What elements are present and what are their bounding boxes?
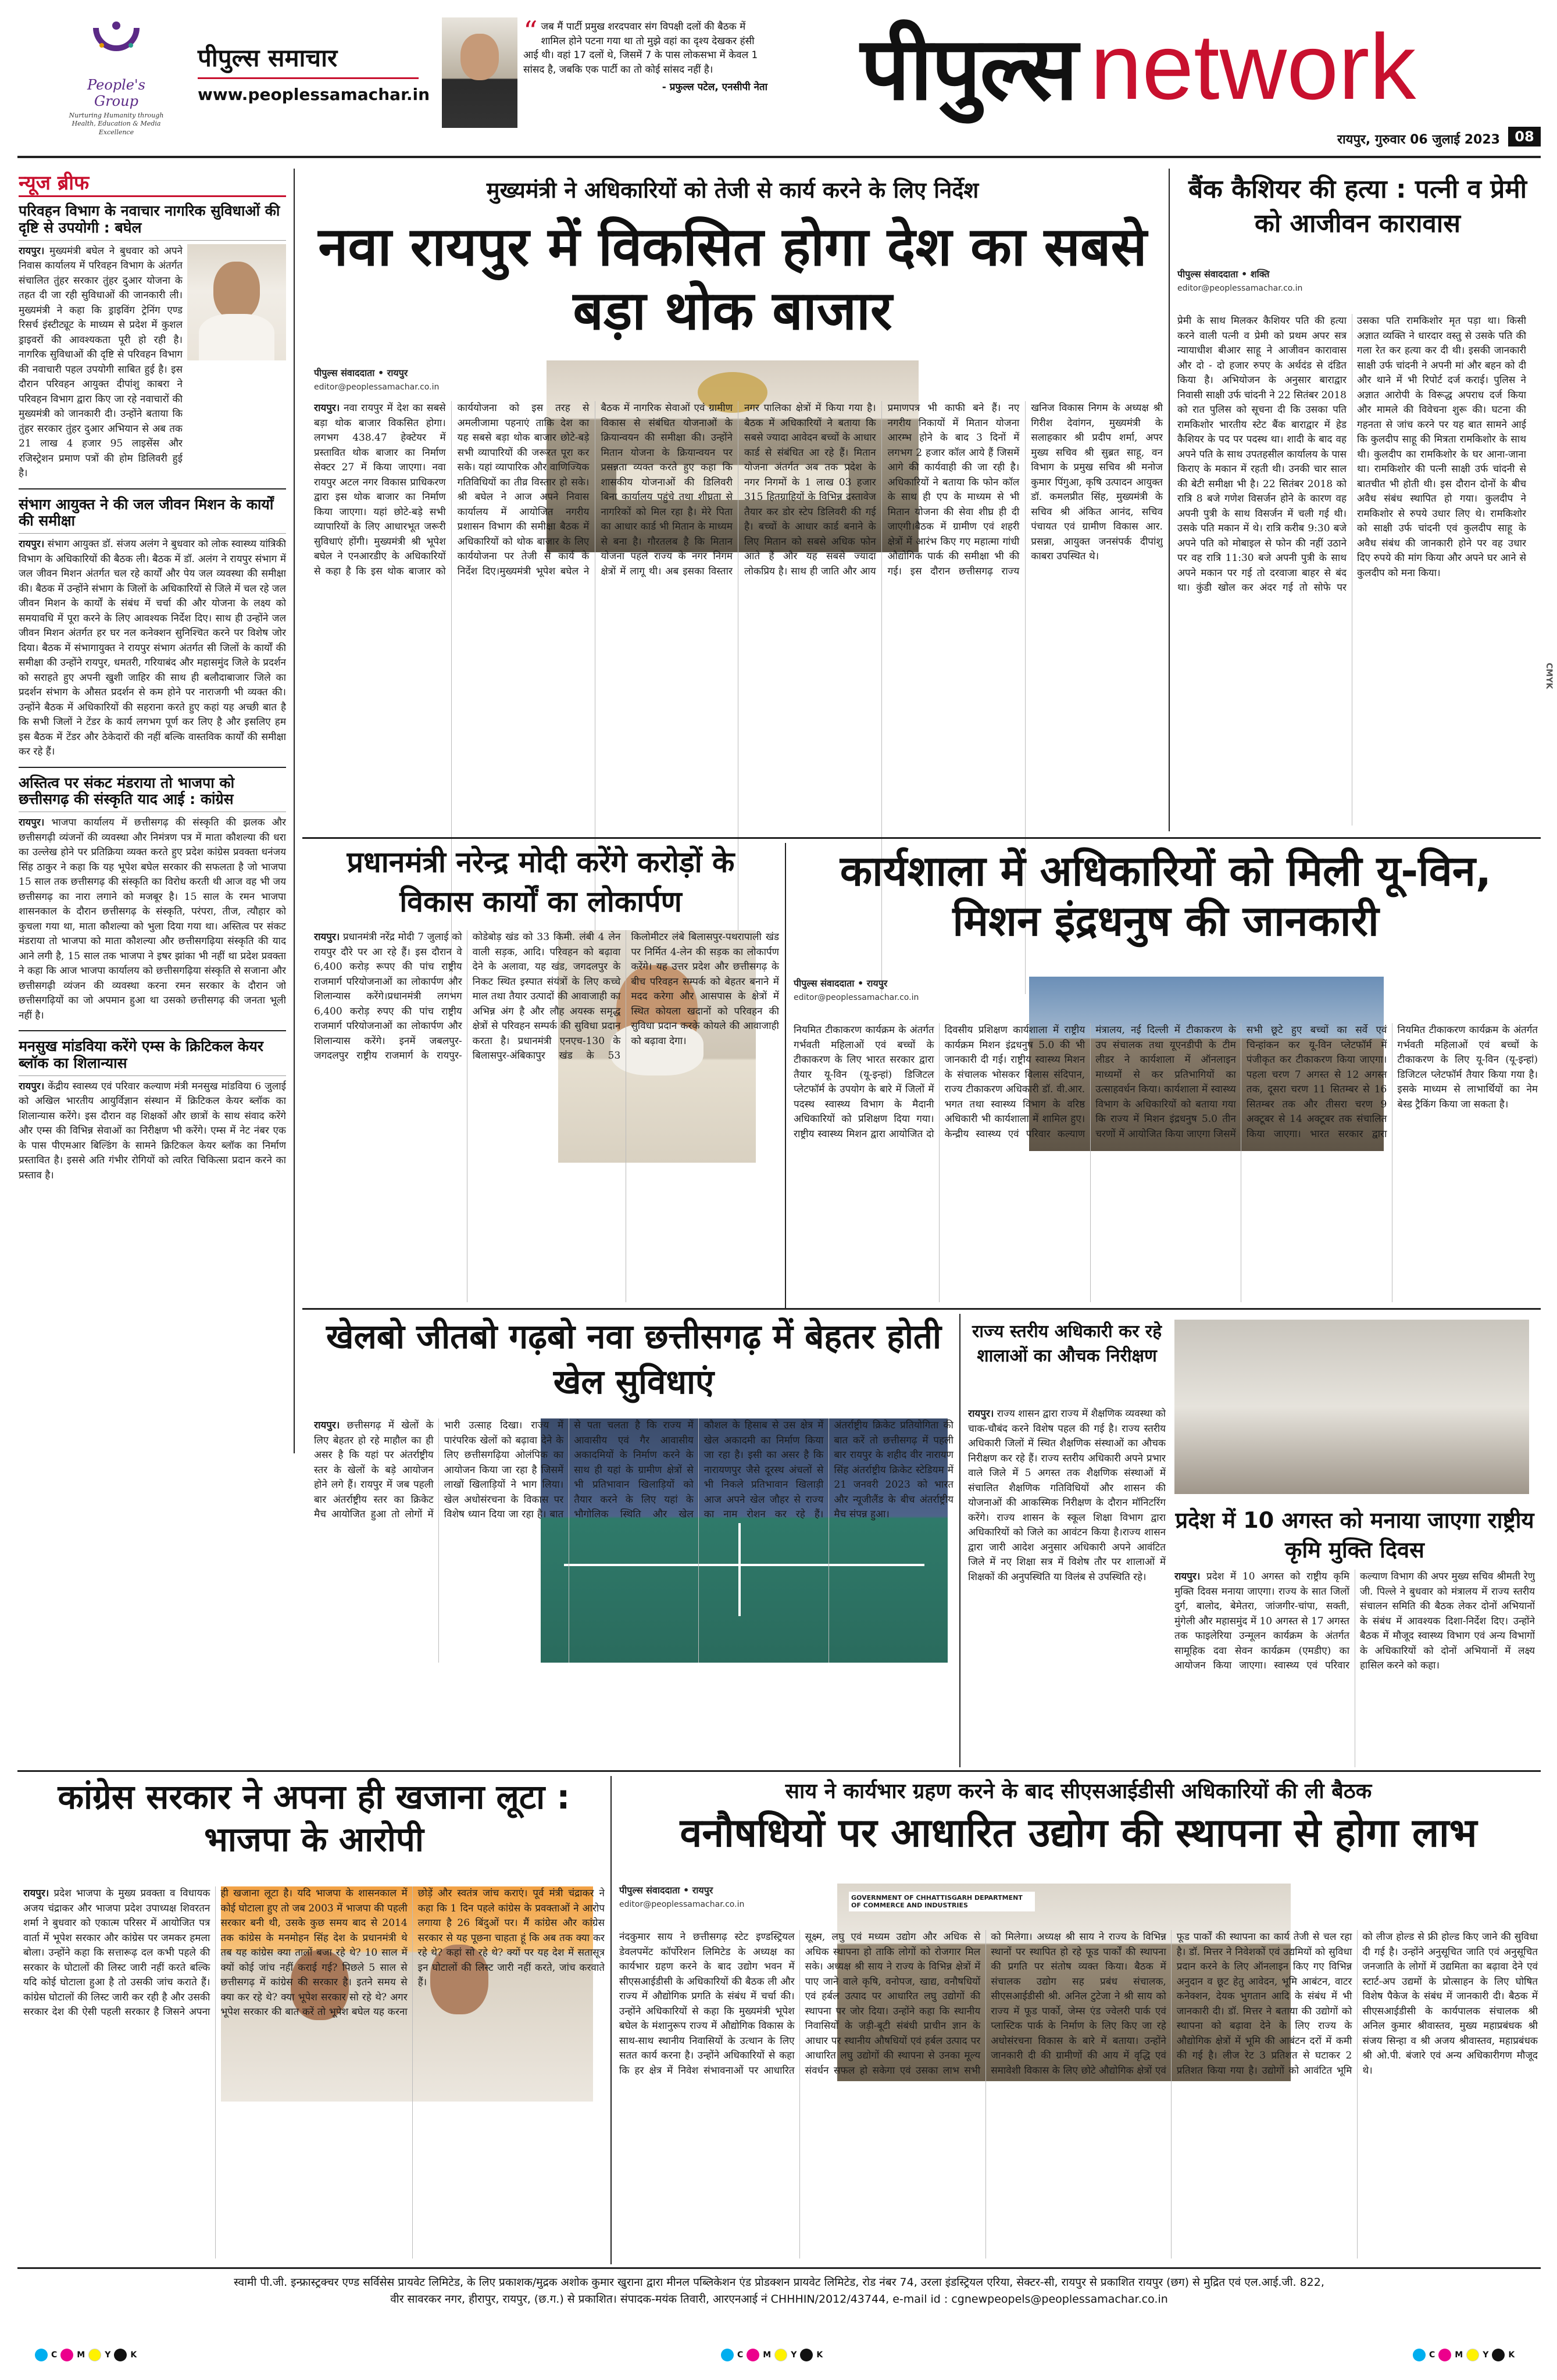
krishi-city: रायपुर। (1174, 1571, 1201, 1582)
lead-city: रायपुर। (314, 402, 340, 414)
karyashala-byline-box (794, 977, 1015, 1002)
peoples-group-logo (64, 16, 169, 144)
brief-body: भाजपा कार्यालय में छत्तीसगढ़ की संस्कृति की झलक और छत्तीसगढ़ी व्यंजनों की व्यवस्था और निमंत्रण पत्र में माता कौशल्या की धरा का उल्लेख होने पर प्रतिक्रिया व्यक्त करते हुए प्रदेश कांग्रेस प्रवक्ता धनंजय सिंह ठाकुर ने कहा कि यह भूपेश बघेल सरकार की सफलता है जो भाजपा 15 साल तक छत्तीसगढ़ की संस्कृति का विरोध करती थी आज वह भी जय छत्तीसगढ़ का नारा लगाने को मजबूर है। 15 साल के रमन भाजपा शासनकाल के दौरान छत्तीसगढ़ के संस्कृति, परंपरा, तीज, त्यौहार को कुचला गया था, माता कौशल्या को भुला दिया गया था। अस्तित्व पर संकट मंडराया तो भाजपा को माता कौशल्या और छत्तीसगढ़िया संस्कृति की याद आने लगी है, 15 साल तक भाजपा ने इषर झांका भी नहीं था प्रदेश प्रवक्ता ने कहा कि आज भाजपा कार्यालय को छत्तीसगढ़िया संस्कृति से सजाना और छत्तीसगढ़ी व्यंजन की व्यवस्था करना रमन सरकार के दौरान जो छत्तीसगढ़ियों का जो अपमान हुआ था उसको छत्तीसगढ़ की जनता भूली नहीं है। (19, 817, 286, 1021)
quote-author: - प्रफुल्ल पटेल, एनसीपी नेता (662, 81, 767, 93)
bank-headline: बैंक कैशियर की हत्या : पत्नी व प्रेमी को आजीवन कारावास (1188, 174, 1527, 239)
lead-email: editor@peoplessamachar.co.in (314, 383, 440, 392)
brief-body: संभाग आयुक्त डॉ. संजय अलंग ने बुधवार को लोक स्वास्थ्य यांत्रिकी विभाग के अधिकारियों की बैठक ली। बैठक में डॉ. अलंग ने रायपुर संभाग में जल जीवन मिशन अंतर्गत चल रहे कार्यों और पेय जल व्यवस्था की समीक्षा की। बैठक में उन्होंने संभाग के जिलों के अधिकारियों से जिले में चल रहे जल जीवन मिशन के कार्यों के संबंध में चर्चा की और योजना के लक्ष्य को समयावधि में पूरा करने के लिए आवश्यक निर्देश दिए। साथ ही उन्होंने जल जीवन मिशन अंतर्गत हर घर नल कनेक्शन सुनिश्चित करने पर विशेष जोर दिया। बैठक में संभागायुक्त ने रायपुर संभाग अंतर्गत सी जिलों के कार्यों की समीक्षा की उन्होंने रायपुर, धमतरी, गरियाबंद और महासमुंद जिले के प्रदर्शन को सराहते हुए अपनी खुशी जाहिर की साथ ही बलौदाबाजार जिले का प्रदर्शन संभाग के औसत प्रदर्शन से कम होने पर नाराजगी भी व्यक्त की। उन्होंने बैठक में अधिकारियों की सहराना करते हुए कहां यह अच्छी बात है कि सभी जिलों ने टेंडर के कार्य लगभग पूर्ण कर लिए है और इसलिए हम इस बैठक में टेंडर और ठेकेदारों की नहीं बल्कि वास्तविक कार्यों की समीक्षा कर रहे हैं। (19, 538, 286, 757)
reg-dot-y (1466, 2349, 1479, 2361)
footer-imprint (35, 2274, 1523, 2308)
krishi-body (1174, 1570, 1535, 1767)
bank-byline: पीपुल्स संवाददाता • शक्ति (1177, 269, 1270, 280)
lead-kicker: मुख्यमंत्री ने अधिकारियों को तेजी से कार्य करने के लिए निर्देश (486, 177, 979, 203)
congress-headline: कांग्रेस सरकार ने अपना ही खजाना लूटा : भाजपा के आरोपी (58, 1777, 570, 1859)
footer-imprint-line1: स्वामी पी.जी. इन्फ्रास्ट्रक्चर एण्ड सर्विसेस प्रायवेट लिमिटेड, के लिए प्रकाशक/मुद्रक अशोक कुमार खुराना द्वारा मीनल पब्लिकेशन एंड प्रोडक्शन प्रायवेट लिमिटेड, रोड नंबर 74, उरला इंडस्ट्रियल एरिया, सेक्टर-सी, रायपुर से प्रकाशित रायपुर (छग) से मुद्रित एवं एल.आई.जी. 822, (234, 2276, 1324, 2289)
column-rule (785, 843, 786, 1308)
modi-body-text: प्रधानमंत्री नरेंद्र मोदी 7 जुलाई को रायपुर दौरे पर आ रहे हैं। इस दौरान वे 6,400 करोड़ रूपए की पांच राष्ट्रीय राजमार्ग परियोजनाओं का लोकार्पण और शिलान्यास करेंगे।प्रधानमंत्री लगभग 6,400 करोड़ रुपए की पांच राष्ट्रीय राजमार्ग परियोजनाओं का लोकार्पण और शिलान्यास करेंगे। इनमें जबलपुर-जगदलपुर राष्ट्रीय राजमार्ग के रायपुर-कोडेबोड़ खंड को 33 किमी. लंबी 4 लेन वाली सड़क, आदि। परिवहन को बढ़ावा देने के अलावा, यह खंड, जगदलपुर के निकट स्थित इस्पात संयंत्रों के लिए कच्चे माल तथा तैयार उत्पादों की आवाजाही का अभिन्न अंग है और लौह अयस्क समृद्ध क्षेत्रों से परिवहन सम्पर्क की सुविधा प्रदान करता है। प्रधानमंत्री एनएच-130 के बिलासपुर-अंबिकापुर खंड के 53 किलोमीटर लंबे बिलासपुर-पथरापाली खंड पर निर्मित 4-लेन की सड़क का लोकार्पण करेंगे। यह उत्तर प्रदेश और छत्तीसगढ़ के बीच परिवहन सम्पर्क को बेहतर बनाने में मदद करेगा और आसपास के क्षेत्रों में स्थित कोयला खदानों को परिवहन की सुविधा प्रदान करके कोयले की आवाजाही को बढ़ावा देगा। (314, 931, 779, 1062)
reg-dot-c (1413, 2349, 1426, 2361)
brief-item (19, 496, 286, 760)
news-brief-column (19, 169, 286, 1924)
paper-url[interactable]: www.peoplessamachar.in (198, 85, 430, 104)
registration-marks-left: C M Y K (35, 2349, 137, 2361)
dateline: रायपुर, गुरुवार 06 जुलाई 2023 (1337, 133, 1500, 147)
congress-body (23, 1886, 605, 2259)
karyashala-headline: कार्यशाला में अधिकारियों को मिली यू-विन, मिशन इंद्रधनुष की जानकारी (840, 846, 1492, 946)
bank-body: प्रेमी के साथ मिलकर कैशियर पति की हत्या करने वाली पत्नी व प्रेमी को प्रथम अपर सत्र न्यायाधीश बीआर साहू ने आजीवन कारावास और दो - दो हजार रुपए के अर्थदंड से दंडित किया है। अभियोजन के अनुसार बाराद्वार निवासी साक्षी उर्फ चांदनी ने 22 सितंबर 2018 को रात पुलिस को सूचना दी कि उसका पति रामकिशोर भारतीय स्टेट बैंक बाराद्वार में हेड कैशियर के पद पर पदस्थ था। शादी के बाद वह अपने पति के साथ उपतहसील कार्यालय के पास किराए के मकान में रहती थी। उनकी चार साल की बेटी समीक्षा भी है। 22 सितंबर 2018 को रात्रि 8 बजे गणेश विसर्जन होने के कारण वह अपनी पुत्री के साथ विसर्जन में चली गई थी। उसके पति मकान में थे। रात्रि करीब 9:30 बजे अपने पति को मोबाइल से फोन की नहीं उठाने पर वह रात्रि 11:30 बजे अपनी पुत्री के साथ अपने मकान पर गई तो दरवाजा बाहर से बंद था। कुंडी खोल कर अंदर गई तो सोफे पर उसका पति रामकिशोर मृत पड़ा था। किसी अज्ञात व्यक्ति ने धारदार वस्तु से उसके पति की गला रेत कर हत्या कर दी थी। इसकी जानकारी साक्षी उर्फ चांदनी ने अपनी मां और बहन को दी और थाने में भी रिपोर्ट दर्ज कराई। पुलिस ने अज्ञात आरोपी के विरूद्ध अपराध दर्ज किया और मामले की विवेचना शुरू की। घटना की गहनता से जांच करने पर यह बात सामने आई कि कुलदीप साहू की मित्रता रामकिशोर के साथ थी। कुलदीप का रामकिशोर के घर आना-जाना था। रामकिशोर की पत्नी साक्षी उर्फ चांदनी से बातचीत भी होती थी। इस दौरान दोनों के बीच अवैध संबंध स्थापित हो गया। कुलदीप ने रामकिशोर से रुपये उधार लिए थे। रामकिशोर को साक्षी उर्फ चांदनी एवं कुलदीप साहू के अवैध संबंध की जानकारी होने पर वह उधार दिए रुपये की मांग किया और अपने घर आने से कुलदीप को मना किया। (1177, 315, 1526, 594)
brief-item (19, 203, 286, 481)
brand-tagline: Nurturing Humanity through Health, Education & Media Excellence (69, 112, 164, 136)
brief-headline: अस्तित्व पर संकट मंडराया तो भाजपा को छत्तीसगढ़ की संस्कृति याद आई : कांग्रेस (19, 775, 286, 813)
vanoushadhi-headline: वनौषधियों पर आधारित उद्योग की स्थापना से होगा लाभ (680, 1810, 1477, 1856)
brief-headline: संभाग आयुक्त ने की जल जीवन मिशन के कार्यों की समीक्षा (19, 496, 286, 534)
news-brief-label: न्यूज ब्रीफ (19, 169, 286, 197)
masthead-title (860, 12, 1512, 122)
lead-byline-box (314, 366, 535, 392)
paper-logo-text: पीपुल्स समाचार (198, 41, 419, 79)
registration-marks-center: C M Y K (721, 2349, 823, 2361)
quote-text: जब मैं पार्टी प्रमुख शरदपवार संग विपक्षी दलों की बैठक में शामिल होने पटना गया था तो मुझे वहां का दृश्य देखकर हंसी आई थी। वहां 17 दलों थे, जिसमें 7 के पास लोकसभा में केवल 1 सांसद है, जबकि एक पार्टी का तो कोई सांसद नहीं है। (523, 21, 758, 76)
brand-name: People's Group (87, 77, 145, 109)
lead-body-text: नवा रायपुर में देश का सबसे बड़ा थोक बाजार विकसित होगा। लगभग 438.47 हेक्टेयर में प्रस्तावित थोक बाजार का निर्माण सेक्टर 27 में किया जाएगा। नवा रायपुर अटल नगर विकास प्राधिकरण द्वारा इस थोक बाजार का निर्माण किया जाएगा। यहां छोटे-बड़े सभी व्यापारियों के लिए आधारभूत जरूरी सुविधाएं होंगी। मुख्यमंत्री श्री भूपेश बघेल ने एनआरडीए के अधिकारियों से कहा है कि इस थोक बाजार को कार्ययोजना को इस तरह से अमलीजामा पहनाएं ताकि देश का यह सबसे बड़ा थोक बाजार छोटे-बड़े सभी व्यापारियों की जरूरत पूरा कर सके। यहां व्यापारिक और वाणिज्यिक गतिविधियों का तीव्र विस्तार हो सके। श्री बघेल ने आज अपने निवास कार्यालय में आयोजित नगरीय प्रशासन विभाग की समीक्षा बैठक में अधिकारियों को थोक बाजार के लिए कार्ययोजना पर तेजी से कार्य के निर्देश दिए।मुख्यमंत्री भूपेश बघेल ने बैठक में नागरिक सेवाओं एवं ग्रामीण विकास से संबंधित योजनाओं के क्रियान्वयन की समीक्षा की। उन्होंने मितान योजना के क्रियान्वयन पर प्रसन्नता व्यक्त करते हुए कहा कि शासकीय योजनाओं की डिलिवरी बिना कार्यालय पहुंचे तथा शीघ्रता से नागरिकों को मिल रहा है। मेरे पिता का आधार कार्ड भी मितान के माध्यम से बना है। गौरतलब है कि मितान योजना पहले राज्य के नगर निगम क्षेत्रों में लागू थी। अब इसका विस्तार नगर पालिका क्षेत्रों में किया गया है। बैठक में अधिकारियों ने बताया कि सबसे ज्यादा आवेदन बच्चों के आधार कार्ड से संबंधित आ रहे हैं। मितान योजना अंतर्गत अब तक प्रदेश के नगर निगमों के 1 लाख 03 हजार 315 हितग्राहियों के विभिन्न दस्तावेज तैयार कर डोर स्टेप डिलिवरी की गई है। बच्चों के आधार कार्ड बनाने के लिए मितान को सबसे अधिक फोन आते हैं और यह सबसे ज्यादा लोकप्रिय है। साथ ही जाति और आय प्रमाणपत्र भी काफी बने हैं। नए नगरीय निकायों में मितान योजना आरम्भ होने के बाद 3 दिनों में लगभग 2 हजार कॉल आये हैं जिसमें आगे की कार्यवाही की जा रही है। अधिकारियों ने बताया कि फोन कॉल के साथ ही एप के माध्यम से भी मितान योजना की सेवा शीघ्र ही दी जाएगी।बैठक में ग्रामीण एवं शहरी क्षेत्रों में आरंभ किए गए महात्मा गांधी औद्योगिक पार्क की समीक्षा भी की गई। इस दौरान छत्तीसगढ़ राज्य खनिज विकास निगम के अध्यक्ष श्री गिरीश देवांगन, मुख्यमंत्री के सलाहकार श्री प्रदीप शर्मा, अपर मुख्य सचिव श्री सुब्रत साहू, वन विभाग के प्रमुख सचिव श्री मनोज कुमार पिंगुआ, कृषि उत्पादन आयुक्त डॉ. कमलप्रीत सिंह, मुख्यमंत्री के सचिव श्री अंकित आनंद, सचिव पंचायत एवं ग्रामीण विकास आर. प्रसन्ना, आयुक्त जनसंपर्क दीपांशु काबरा उपस्थित थे। (314, 402, 1163, 577)
reg-dot-y (88, 2349, 101, 2361)
peoples-group-emblem-icon (84, 16, 148, 74)
brief-city: रायपुर। (19, 245, 45, 257)
title-latin: network (1090, 15, 1416, 119)
nirikshan-city: रायपुर। (968, 1408, 994, 1420)
krishi-body-text: प्रदेश में 10 अगस्त को राष्ट्रीय कृमि मुक्ति दिवस मनाया जाएगा। राज्य के सात जिलों दुर्ग, बालोद, बेमेतरा, जांजगीर-चांपा, सक्ती, मुंगेली और महासमुंद में 10 अगस्त से 17 अगस्त तक फाइलेरिया उन्मूलन कार्यक्रम के अंतर्गत सामूहिक दवा सेवन कार्यक्रम (एमडीए) का आयोजन किया जाएगा। स्वास्थ्य एवं परिवार कल्याण विभाग की अपर मुख्य सचिव श्रीमती रेणु जी. पिल्ले ने बुधवार को मंत्रालय में राज्य स्तरीय संचालन समिति की बैठक लेकर दोनों अभियानों के संबंध में आवश्यक दिशा-निर्देश दिए। उन्होंने बैठक में मौजूद स्वास्थ्य विभाग एवं अन्य विभागों के अधिकारियों को दोनों अभियानों में लक्ष्य हासिल करने को कहा। (1174, 1571, 1535, 1671)
quote-portrait (442, 17, 517, 128)
congress-city: रायपुर। (23, 1888, 49, 1899)
reg-dot-k (800, 2349, 813, 2361)
quote-block (523, 15, 767, 93)
paper-logo (198, 41, 430, 104)
page-number: 08 (1508, 127, 1541, 146)
reg-dot-k (114, 2349, 127, 2361)
brief-item (19, 775, 286, 1024)
karyashala-body: नियमित टीकाकरण कार्यक्रम के अंतर्गत गर्भवती महिलाओं एवं बच्चों के टीकाकरण के लिए भारत सरकार द्वारा तैयार यू-विन (यू-इन्हां) डिजिटल प्लेटफॉर्म के उपयोग के बारे में जिलों में पदस्थ स्वास्थ्य विभाग के मैदानी अधिकारियों को प्रशिक्षण दिया गया। राष्ट्रीय स्वास्थ्य मिशन द्वारा आयोजित दो दिवसीय प्रशिक्षण कार्यशाला में राष्ट्रीय कार्यक्रम मिशन इंद्रधनुष 5.0 की भी जानकारी दी गई। राष्ट्रीय स्वास्थ्य मिशन के संचालक भोसकर विलास संदिपान, राज्य टीकाकरण अधिकारी डॉ. वी.आर. भगत तथा स्वास्थ्य विभाग के वरिष्ठ अधिकारी भी कार्यशाला में शामिल हुए। केन्द्रीय स्वास्थ्य एवं परिवार कल्याण मंत्रालय, नई दिल्ली में टीकाकरण के उप संचालक तथा यूएनडीपी के टीम लीडर ने कार्यशाला में ऑनलाइन माध्यमों से कर प्रतिभागियों का उत्साहवर्धन किया। कार्यशाला में स्वास्थ्य विभाग के अधिकारियों को बताया गया कि राज्य में मिशन इंद्रधनुष 5.0 तीन चरणों में आयोजित किया जाएगा जिसमें सभी छूटे हुए बच्चों का सर्वे एवं चिन्हांकन कर यू-विन प्लेटफॉर्म में पंजीकृत कर टीकाकरण किया जाएगा। पहला चरण 7 अगस्त से 12 अगस्त तक, दूसरा चरण 11 सितम्बर से 16 सितम्बर तक और तीसरा चरण 9 अक्टूबर से 14 अक्टूबर तक संचालित किया जाएगा। भारत सरकार द्वारा नियमित टीकाकरण कार्यक्रम के अंतर्गत गर्भवती महिलाओं एवं बच्चों के टीकाकरण के लिए यू-विन (यू-इन्हां) डिजिटल प्लेटफॉर्म तैयार किया गया है। इसके माध्यम से लाभार्थियों का नेम बेस्ड ट्रैकिंग किया जा सकता है। (794, 1024, 1538, 1140)
reg-dot-y (774, 2349, 787, 2361)
nirikshan-photo (1174, 1320, 1529, 1494)
karyashala-email: editor@peoplessamachar.co.in (794, 993, 919, 1002)
brief-headline: परिवहन विभाग के नवाचार नागरिक सुविधाओं की दृष्टि से उपयोगी : बघेल (19, 203, 286, 241)
column-rule (294, 169, 295, 1453)
vanoushadhi-email: editor@peoplessamachar.co.in (619, 1900, 745, 1909)
modi-city: रायपुर। (314, 931, 340, 943)
section-rule (302, 1308, 1541, 1310)
lead-headline: नवा रायपुर में विकसित होगा देश का सबसे बड़ा थोक बाजार (318, 216, 1147, 342)
nirikshan-headline: राज्य स्तरीय अधिकारी कर रहे शालाओं का औचक निरीक्षण (972, 1321, 1162, 1366)
brief-body: मुख्यमंत्री बघेल ने बुधवार को अपने निवास कार्यालय में परिवहन विभाग के अंतर्गत संचालित तुंहर सरकार तुंहर दुआर योजना के तहत दी जा रही सुविधाओं की जानकारी ली। मुख्यमंत्री ने कहा कि ड्राइविंग ट्रेनिंग एण्ड रिसर्च इंस्टीट्यूट के माध्यम से प्रदेश में कुशल ड्राइवरों की आवश्यकता पूरी हो रही है। नागरिक सुविधाओं की दृष्टि से परिवहन विभाग की नवाचारी पहल उपयोगी साबित हुई है। इस दौरान परिवहन आयुक्त दीपांशु काबरा ने परिवहन विभाग द्वारा किए जा रहे नवाचारों की मुख्यमंत्री को जानकारी दी। उन्होंने बताया कि तुंहर सरकार तुंहर दुआर अभियान से अब तक 21 लाख 4 हजार 95 लाइसेंस और रजिस्ट्रेशन प्रमाण पत्रों की होम डिलिवरी हुई है। (19, 245, 183, 479)
footer-imprint-line2: वीर सावरकर नगर, हीरापुर, रायपुर, (छ.ग.) से प्रकाशित। संपादक-मयंक तिवारी, आरएनआई नं CHHHIN/2012/43744, e-mail id : cgnewpeopels@peoplessamachar.co.in (390, 2293, 1168, 2306)
brief-city: रायपुर। (19, 1080, 45, 1092)
bank-byline-box (1177, 267, 1352, 293)
brief-photo (187, 244, 286, 360)
reg-dot-m (60, 2349, 73, 2361)
modi-body (314, 930, 779, 1302)
side-registration-mark: CMYK (1544, 663, 1554, 689)
divider (19, 767, 286, 768)
divider (19, 1030, 286, 1031)
vanoushadhi-byline: पीपुल्स संवाददाता • रायपुर (619, 1885, 713, 1896)
karyashala-byline: पीपुल्स संवाददाता • रायपुर (794, 978, 888, 989)
section-rule (302, 837, 1541, 839)
vanoushadhi-body: नंदकुमार साय ने छत्तीसगढ़ स्टेट इण्डस्ट्रियल डेवलपमेंट कॉर्पोरेशन लिमिटेड के अध्यक्ष का कार्यभार ग्रहण करने के बाद उद्योग भवन में सीएसआईडीसी के अधिकारियों की बैठक ली और राज्य में औद्योगिक प्रगति के संबंध में चर्चा की। उन्होंने अधिकारियों से कहा कि मुख्यमंत्री भूपेश बघेल के मंशानुरूप राज्य में औद्योगिक विकास के साथ-साथ स्थानीय निवासियों के उत्थान के लिए सतत कार्य करना है। उन्होंने अधिकारियों से कहा कि हर क्षेत्र में निवेश संभावनाओं पर आधारित सूक्ष्म, लघु एवं मध्यम उद्योग और अधिक से अधिक स्थापना हो ताकि लोगों को रोजगार मिल सके। अध्यक्ष श्री साय ने राज्य के विभिन्न क्षेत्रों में पाए जाने वाले कृषि, वनोपज, खाद्य, वनौषधियों एवं हर्बल उत्पाद पर आधारित लघु उद्योगों की स्थापना पर जोर दिया। उन्होंने कहा कि स्थानीय निवासियों के जड़ी-बूटी संबंधी प्राचीन ज्ञान के आधार पर स्थानीय औषधियों एवं हर्बल उत्पाद पर आधारित लघु उद्योगों की स्थापना से उनका मूल्य संवर्धन सफल हो सकेगा एवं उसका लाभ सभी को मिलेगा। अध्यक्ष श्री साय ने राज्य के विभिन्न स्थानों पर स्थापित हो रहे फूड पार्कों की स्थापना की प्रगति पर संतोष व्यक्त किया। बैठक में संचालक उद्योग सह प्रबंध संचालक, सीएसआईडीसी श्री. अनिल टुटेजा ने श्री साय को राज्य में फूड पार्को, जेम्स एंड ज्वेलरी पार्क एवं प्लास्टिक पार्क के निर्माण के लिए किए जा रहे अधोसंरचना विकास के बारे में बताया। उन्होंने जानकारी दी की ग्रामीणों की आय में वृद्धि एवं समावेशी विकास के लिए छोटे औद्योगिक क्षेत्रों एवं फूड पार्कों की स्थापना का कार्य तेजी से चल रहा है। डॉ. मित्तर ने निवेशकों एवं उद्यमियों को सुविधा प्रदान करने के लिए ऑनलाइन किए गए विभिन्न अनुदान व छूट हेतु आवेदन, भूमि आबंटन, वाटर कनेक्शन, देयक भुगतान आदि के संबंध में भी जानकारी दी। डॉ. मित्तर ने बताया की उद्योगों को स्थापना को बढ़ावा देने के लिए राज्य के औद्योगिक क्षेत्रों में भूमि की आबंटन दरों में कमी की गई है। लीज रेट 3 प्रतिशत से घटाकर 2 प्रतिशत किया गया है। उद्योगों को आवंटित भूमि को लीज होल्ड से फ्री होल्ड किए जाने की सुविधा दी गई है। उन्होंने अनुसूचित जाति एवं अनुसूचित जनजाति के लोगों में उद्यमिता का बढ़ावा देने एवं स्टार्ट-अप उद्यमों के प्रोत्साहन के लिए घोषित विशेष पैकेज के संबंध में जानकारी दी। बैठक में सीएसआईडीसी के कार्यपालक संचालक श्री अनिल कुमार श्रीवास्तव, मुख्य महाप्रबंधक श्री संजय सिन्हा व श्री अजय श्रीवास्तव, महाप्रबंधक श्री ओ.पी. बंजारे एवं अन्य अधिकारीगण मौजूद थे। (619, 1931, 1538, 2077)
reg-dot-m (1438, 2349, 1451, 2361)
khel-headline: खेलबो जीतबो गढ़बो नवा छत्तीसगढ़ में बेहतर होती खेल सुविधाएं (326, 1317, 941, 1402)
brief-body: केंद्रीय स्वास्थ्य एवं परिवार कल्याण मंत्री मनसुख मांडविया 6 जुलाई को अखिल भारतीय आयुर्विज्ञान संस्थान में क्रिटिकल केयर ब्लॉक का शिलान्यास करेंगे। इस दौरान वह शिक्षकों और छात्रों के साथ संवाद करेंगे और एम्स की विभिन्न सेवाओं का निरीक्षण भी करेंगे। एम्स में नेट नंबर एक के पास पीएमआर बिल्डिंग के सामने क्रिटिकल केयर ब्लॉक का निर्माण प्रस्तावित है। इससे अति गंभीर रोगियों को त्वरित चिकित्सा प्रदान करने का प्रस्ताव है। (19, 1080, 286, 1181)
khel-city: रायपुर। (314, 1420, 340, 1431)
registration-marks-right: C M Y K (1413, 2349, 1515, 2361)
vanoushadhi-banner: GOVERNMENT OF CHHATTISGARH DEPARTMENT OF COMMERCE AND INDUSTRIES (849, 1892, 1035, 1911)
reg-dot-k (1492, 2349, 1505, 2361)
bank-email: editor@peoplessamachar.co.in (1177, 284, 1303, 293)
krishi-headline: प्रदेश में 10 अगस्त को मनाया जाएगा राष्ट्रीय कृमि मुक्ति दिवस (1175, 1507, 1534, 1563)
congress-body-text: प्रदेश भाजपा के मुख्य प्रवक्ता व विधायक अजय चंद्राकर और भाजपा प्रदेश उपाध्यक्ष शिवरतन शर्मा ने बुधवार को एकात्म परिसर में आयोजित पत्र वार्ता में भूपेश सरकार और कांग्रेस पर जमकर हमला बोला। उन्होंने कहा कि सत्तारूढ़ दल कभी पहले की सरकार के घोटालों की लिस्ट जारी नहीं करते बल्कि यदि कोई घोटाला हुआ है तो उसकी जांच कराते हैं। कांग्रेस घोटालों की लिस्ट जारी कर रही है और उसकी सरकार देश की ऐसी पहली सरकार है जिसने अपना ही खजाना लूटा है। यदि भाजपा के शासनकाल में कोई घोटाला हुए तो जब 2003 में भाजपा की पहली सरकार बनी थी, उसके कुछ समय बाद से 2014 तक कांग्रेस के मनमोहन सिंह देश के प्रधानमंत्री थे तब यह कांग्रेस क्या तालों बजा रहे थे? 10 साल में क्यों कोई जांच नहीं कराई गई? पिछले 5 साल से छत्तीसगढ़ में कांग्रेस की सरकार है। इतने समय से क्या कर रहे थे? क्या भूपेश सरकार सो रहे थे? अगर भूपेश सरकार की बात करें तो भूपेश बघेल यह करना छोड़ें और स्वतंत्र जांच कराएं। पूर्व मंत्री चंद्राकर ने कहा कि 1 दिन पहले कांग्रेस के प्रवक्ताओं ने आरोप लगाया है 26 बिंदुओं पर। मैं कांग्रेस और कांग्रेस सरकार से यह पूछना चाहता हूं कि अब तक क्या कर रहे थे? कहां सो रहे थे? क्यों पर यह देश में सतासूत्र इन घोटालों की लिस्ट जारी नहीं करते, जांच करवाते हैं। (23, 1888, 605, 2018)
reg-dot-c (35, 2349, 48, 2361)
khel-body (314, 1418, 954, 1663)
masthead (0, 0, 1557, 151)
reg-dot-c (721, 2349, 734, 2361)
column-rule (610, 1776, 612, 2264)
brief-city: रायपुर। (19, 538, 45, 550)
brief-city: रायपुर। (19, 817, 45, 828)
modi-headline: प्रधानमंत्री नरेन्द्र मोदी करेंगे करोड़ों के विकास कार्यों का लोकार्पण (347, 845, 735, 919)
quote-mark-icon: “ (523, 15, 538, 48)
masthead-rule (17, 156, 1541, 158)
brief-headline: मनसुख मांडविया करेंगे एम्स के क्रिटिकल केयर ब्लॉक का शिलान्यास (19, 1038, 286, 1076)
nirikshan-body (968, 1407, 1166, 1750)
brief-item (19, 1038, 286, 1183)
lead-byline: पीपुल्स संवाददाता • रायपुर (314, 367, 408, 378)
nirikshan-body-text: राज्य शासन द्वारा राज्य में शैक्षणिक व्यवस्था को चाक-चौबंद करने विशेष पहल की गई है। राज्य स्तरीय अधिकारी जिलों में स्थित शैक्षणिक संस्थाओं का औचक निरीक्षण कर रहे हैं। राज्य स्तरीय अधिकारी अपने प्रभार वाले जिले में 5 अगस्त तक शैक्षणिक संस्थाओं में संचालित शैक्षणिक गतिविधियों और शासन की योजनाओं की आकस्मिक निरीक्षण के दौरान मॉनिटरिंग करेंगे। राज्य शासन के स्कूल शिक्षा विभाग द्वारा अधिकारियों को जिले का आवंटन किया है।राज्य शासन द्वारा जारी आदेश अनुसार अधिकारी अपने आवंटित जिले में नए शिक्षा सत्र में विशेष तौर पर शालाओं में शिक्षकों की अनुपस्थिति या विलंब से उपस्थिति रहे। (968, 1408, 1166, 1583)
vanoushadhi-byline-box (619, 1884, 829, 1909)
section-rule (17, 1770, 1541, 1772)
column-rule (959, 1314, 960, 1767)
reg-dot-m (747, 2349, 759, 2361)
title-hindi: पीपुल्स (860, 19, 1077, 120)
footer-rule (17, 2267, 1541, 2269)
divider (19, 488, 286, 489)
vanoushadhi-kicker: साय ने कार्यभार ग्रहण करने के बाद सीएसआईडीसी अधिकारियों की ली बैठक (785, 1779, 1372, 1803)
khel-body-text: छत्तीसगढ़ में खेलों के लिए बेहतर हो रहे माहौल का ही असर है कि यहां पर अंतर्राष्ट्रीय स्तर के खेलों के बड़े आयोजन होने लगे हैं। रायपुर में जब पहली बार अंतर्राष्ट्रीय स्तर का क्रिकेट मैच आयोजित हुआ तो लोगों में भारी उत्साह दिखा। राज्य में पारंपरिक खेलों को बढ़ावा देने के लिए छत्तीसगढ़िया ओलंपिक का आयोजन किया जा रहा है जिसमें लाखों खिलाड़ियों ने भाग लिया। खेल अधोसंरचना के विकास पर विशेष ध्यान दिया जा रहा है। बात से पता चलता है कि राज्य में आवासीय एवं गैर आवासीय अकादमियों के निर्माण करने के साथ ही यहां के ग्रामीण क्षेत्रों से भी प्रतिभावान खिलाड़ियों को तैयार करने के लिए यहां के भौगोलिक स्थिति और खेल कौशल के हिसाब से उस क्षेत्र में खेल अकादमी का निर्माण किया जा रहा है। इसी का असर है कि नारायणपुर जैसे दूरस्थ अंचलों से भी निकले प्रतिभावान खिलाड़ी आज अपने खेल जौहर से राज्य का नाम रोशन कर रहे हैं।अंतर्राष्ट्रीय क्रिकेट प्रतियोगिता की बात करें तो छत्तीसगढ़ में पहली बार रायपुर के शहीद वीर नारायण सिंह अंतर्राष्ट्रीय क्रिकेट स्टेडियम में 21 जनवरी 2023 को भारत और न्यूजीलैंड के बीच अंतर्राष्ट्रीय मैच संपन्न हुआ। (314, 1420, 954, 1520)
column-rule (1169, 169, 1170, 831)
